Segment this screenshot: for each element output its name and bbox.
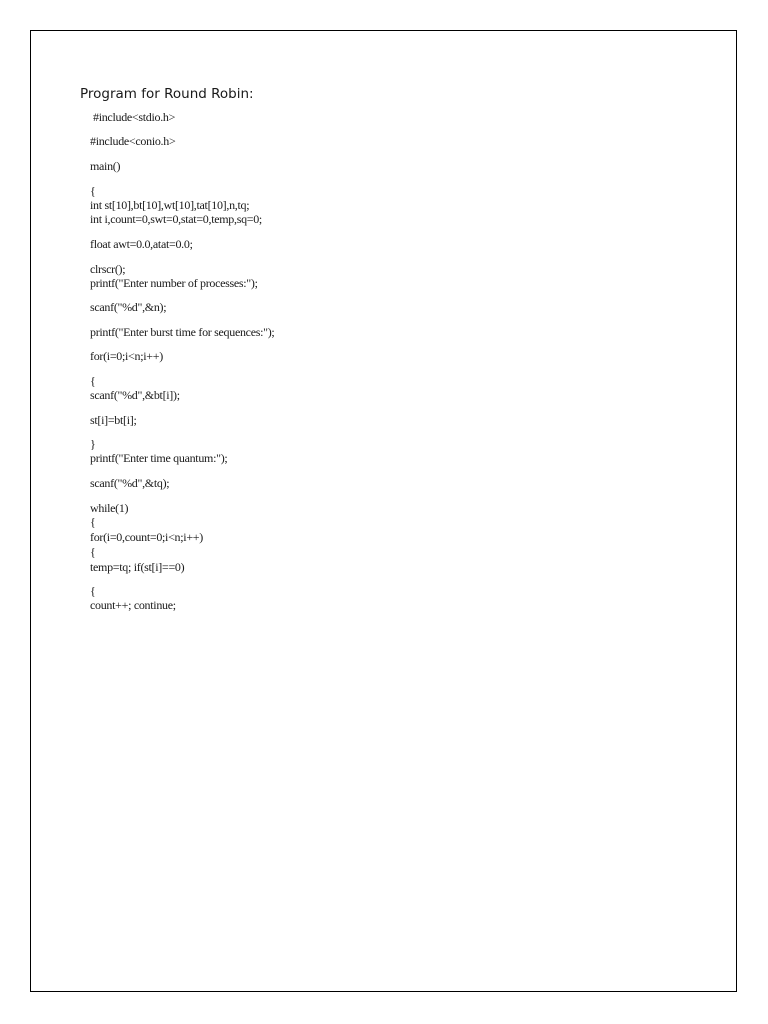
code-line: while(1) [90,501,129,515]
code-line: int st[10],bt[10],wt[10],tat[10],n,tq; [90,198,250,212]
code-line: #include<conio.h> [90,134,176,148]
code-line: for(i=0;i<n;i++) [90,349,163,363]
code-line: scanf("%d",&tq); [90,476,170,490]
code-line: float awt=0.0,atat=0.0; [90,237,193,251]
code-line: int i,count=0,swt=0,stat=0,temp,sq=0; [90,212,262,226]
code-line: { [90,584,96,598]
code-line: temp=tq; if(st[i]==0) [90,560,185,574]
document-heading: Program for Round Robin: [80,86,254,102]
code-line: for(i=0,count=0;i<n;i++) [90,530,203,544]
code-line: scanf("%d",&n); [90,300,167,314]
code-line: { [90,515,96,529]
code-line: printf("Enter number of processes:"); [90,276,258,290]
code-line: } [90,437,96,451]
page-border [30,30,737,992]
code-line: { [90,374,96,388]
code-line: scanf("%d",&bt[i]); [90,388,180,402]
code-line: count++; continue; [90,598,176,612]
code-line: printf("Enter burst time for sequences:"); [90,325,275,339]
code-line: #include<stdio.h> [93,110,176,124]
code-line: { [90,184,96,198]
code-line: main() [90,159,121,173]
code-line: { [90,545,96,559]
code-line: st[i]=bt[i]; [90,413,137,427]
code-line: printf("Enter time quantum:"); [90,451,228,465]
code-line: clrscr(); [90,262,126,276]
